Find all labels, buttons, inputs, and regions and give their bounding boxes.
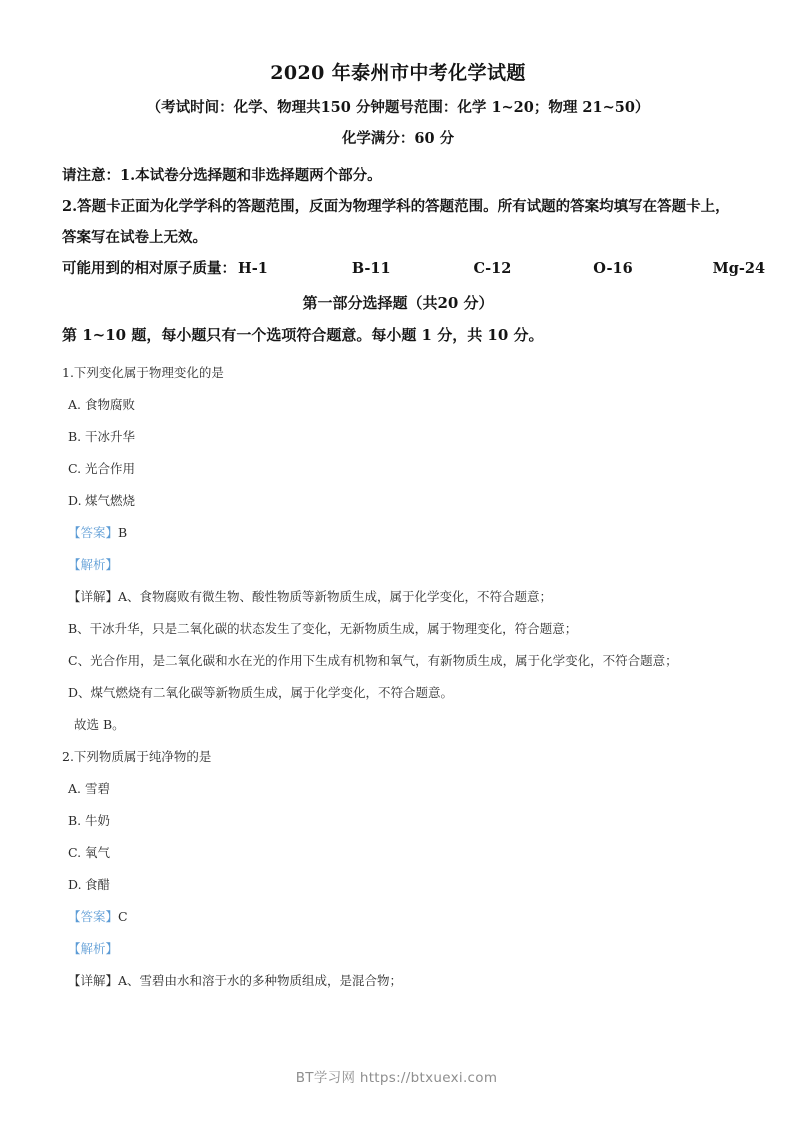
- option-text: 煤气燃烧: [85, 493, 136, 508]
- exam-score-line: 化学满分：60 分: [341, 130, 455, 147]
- question-stem: 1.下列变化属于物理变化的是: [62, 365, 224, 380]
- answer-line: [62, 517, 734, 549]
- question-1: [62, 357, 734, 741]
- question-2: [62, 741, 734, 997]
- analysis-tag: 【解析】: [68, 557, 119, 572]
- answer-line: [62, 901, 734, 933]
- question-option-c[interactable]: [62, 837, 734, 869]
- option-letter: B.: [68, 813, 82, 828]
- analysis-tag: 【解析】: [68, 941, 119, 956]
- notice-line-1: 请注意：1.本试卷分选择题和非选择题两个部分。: [62, 167, 382, 184]
- option-letter: D.: [68, 877, 82, 892]
- question-option-d[interactable]: [62, 485, 734, 517]
- atomic-mass-mg: Mg-24: [712, 260, 766, 277]
- detail-tag: 【详解】: [68, 973, 119, 988]
- option-letter: C.: [68, 461, 82, 476]
- part-title: 第一部分选择题（共20 分）: [302, 294, 494, 312]
- analysis-line: [62, 933, 734, 965]
- atomic-mass-label: 可能用到的相对原子质量：: [62, 260, 236, 277]
- document-content: [62, 58, 766, 997]
- analysis-line: [62, 549, 734, 581]
- detail-line-c: C、光合作用，是二氧化碳和水在光的作用下生成有机物和氧气，有新物质生成，属于化学变化，不符合题意；: [68, 653, 678, 668]
- detail-line-a: [62, 965, 734, 997]
- option-letter: A.: [68, 397, 82, 412]
- question-option-b[interactable]: [62, 805, 734, 837]
- detail-line-d: D、煤气燃烧有二氧化碳等新物质生成，属于化学变化，不符合题意。: [68, 685, 454, 700]
- answer-tag: 【答案】: [68, 525, 119, 540]
- detail-line-b: B、干冰升华，只是二氧化碳的状态发生了变化，无新物质生成，属于物理变化，符合题意；: [68, 621, 578, 636]
- option-text: 牛奶: [85, 813, 111, 828]
- option-text: 干冰升华: [85, 429, 136, 444]
- option-text: 氧气: [85, 845, 111, 860]
- answer-value: B: [118, 525, 128, 540]
- conclusion-line: 故选 B。: [74, 717, 125, 732]
- question-option-a[interactable]: [62, 389, 734, 421]
- option-text: 食物腐败: [85, 397, 136, 412]
- answer-tag: 【答案】: [68, 909, 119, 924]
- option-text: 雪碧: [85, 781, 111, 796]
- atomic-mass-o: O-16: [593, 260, 633, 277]
- answer-value: C: [118, 909, 128, 924]
- option-text: 食醋: [85, 877, 111, 892]
- atomic-mass-c: C-12: [473, 260, 512, 277]
- detail-line-a: [62, 581, 734, 613]
- part-instruction: 第 1~10 题，每小题只有一个选项符合题意。每小题 1 分，共 10 分。: [62, 326, 544, 344]
- notice-block: [62, 160, 734, 253]
- option-letter: A.: [68, 781, 82, 796]
- question-option-c[interactable]: [62, 453, 734, 485]
- detail-tag: 【详解】: [68, 589, 119, 604]
- option-letter: B.: [68, 429, 82, 444]
- detail-text: A、食物腐败有微生物、酸性物质等新物质生成，属于化学变化，不符合题意；: [118, 589, 553, 604]
- atomic-mass-b: B-11: [351, 260, 391, 277]
- option-letter: C.: [68, 845, 82, 860]
- notice-line-2: 2.答题卡正面为化学学科的答题范围，反面为物理学科的答题范围。所有试题的答案均填写在答题卡上，答案写在试卷上无效。: [62, 198, 730, 246]
- exam-subtitle: （考试时间：化学、物理共150 分钟题号范围：化学 1~20；物理 21~50）: [146, 99, 650, 116]
- page-title: 2020 年泰州市中考化学试题: [270, 62, 526, 84]
- option-letter: D.: [68, 493, 82, 508]
- question-option-b[interactable]: [62, 421, 734, 453]
- atomic-mass-h: H-1: [238, 260, 268, 277]
- detail-text: A、雪碧由水和溶于水的多种物质组成，是混合物；: [118, 973, 403, 988]
- question-stem: 2.下列物质属于纯净物的是: [62, 749, 212, 764]
- atomic-mass-line: [62, 253, 766, 284]
- option-text: 光合作用: [85, 461, 136, 476]
- question-option-d[interactable]: [62, 869, 734, 901]
- question-option-a[interactable]: [62, 773, 734, 805]
- footer-watermark: BT学习网 https://btxuexi.com: [295, 1070, 498, 1086]
